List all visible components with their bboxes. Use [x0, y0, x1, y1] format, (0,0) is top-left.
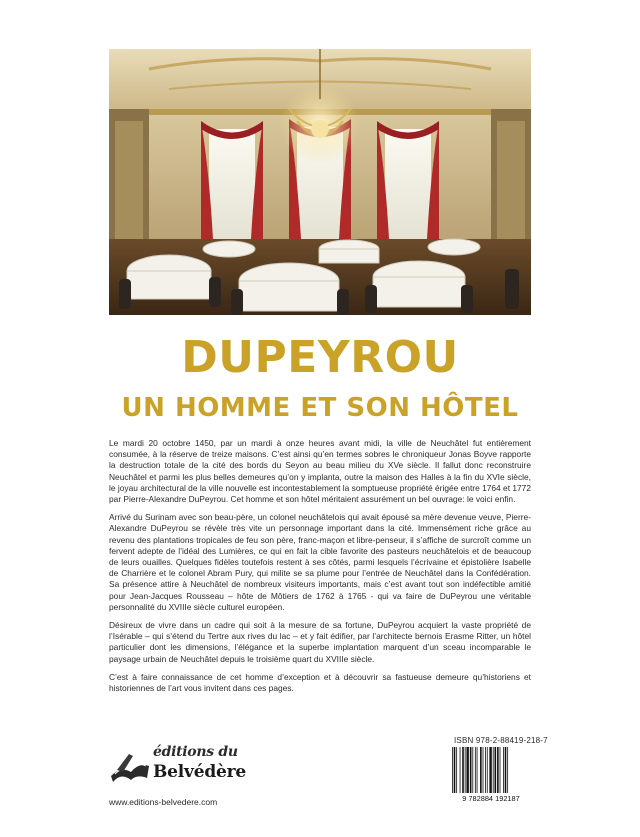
isbn-label: ISBN 978-2-88419-218-7: [454, 736, 548, 745]
publisher-logo: [109, 742, 247, 788]
barcode-bar: [470, 747, 472, 793]
barcode-digits: 9 782884 192187: [462, 794, 520, 803]
barcode-bar: [466, 747, 468, 793]
barcode-bar: [489, 747, 491, 793]
barcode-bar: [493, 747, 494, 793]
paragraph: Le mardi 20 octobre 1450, par un mardi à onze heures avant midi, la ville de Neuchâtel fut entièrement consumée, à la réserve de treize maisons. C’est ainsi qu’en termes sobres le chroniqueur Jonas Boyve rapporte la destruction totale de la cité des bords du Seyon au beau milieu du XVe siècle. Il fallut donc reconstruire Neuchâtel et parmi les plus belles demeures qu’on y implanta, outre la maison des Halles à la fin du XVIe siècle, le joyau architectural de la ville nouvelle est incontestablement la somptueuse propriété érigée entre 1764 et 1772 par Pierre-Alexandre DuPeyrou. Cet homme et son hôtel méritaient assurément un bel ouvrage: le voici enfin.: [109, 438, 531, 505]
back-cover-text: [109, 438, 531, 701]
barcode-bar: [495, 747, 497, 793]
barcode-bar: [503, 747, 504, 793]
paragraph: Arrivé du Surinam avec son beau-père, un colonel neuchâtelois qui avait épousé sa mère devenue veuve, Pierre-Alexandre DuPeyrou se révèle très vite un personnage important dans la cité. Immensément riche grâce au revenu des plantations tropicales de feu son père, franc-maçon et libre-penseur, il s’affiche de surcroît comme un fervent adepte de l’idéal des Lumières, ce qui en fait la cible favorite des pasteurs neuchâtelois et de beaucoup de leurs ouailles. Quelques fidèles toutefois restent à ses côtés, parmi lesquels l’écrivaine et épistolière Isabelle de Charrière et le colonel Abram Pury, qui milite se sa plume pour l’entrée de Neuchâtel dans la Confédération. Sa présence attire à Neuchâtel de nombreux visiteurs importants, mais c’est avant tout son indéfectible amitié pour Jean-Jacques Rousseau – hôte de Môtiers de 1762 à 1765 - qui va faire de DuPeyrou une véritable personnalité du XVIIIe siècle culturel européen.: [109, 512, 531, 612]
barcode-bar: [454, 747, 456, 793]
barcode-bar: [507, 747, 508, 793]
barcode-bar: [483, 747, 484, 793]
dining-hall-illustration: [109, 49, 531, 315]
book-subtitle: UN HOMME ET SON HÔTEL: [121, 393, 519, 423]
book-title: DUPEYROU: [181, 332, 459, 383]
barcode-bar: [465, 747, 466, 793]
open-book-icon: [109, 746, 151, 784]
barcode-bar: [500, 747, 501, 793]
publisher-website[interactable]: www.editions-belvedere.com: [109, 797, 218, 807]
barcode-bar: [460, 747, 461, 793]
barcode-bar: [472, 747, 473, 793]
cover-photo: [109, 49, 531, 315]
barcode-bar: [480, 747, 482, 793]
publisher-logo-name: Belvédère: [153, 762, 247, 782]
barcode-bar: [452, 747, 453, 793]
barcode-bar: [456, 747, 457, 793]
barcode-bar: [487, 747, 488, 793]
paragraph: Désireux de vivre dans un cadre qui soit à la mesure de sa fortune, DuPeyrou acquiert la vaste propriété de l’Isérable – qui s’étend du Tertre aux rives du lac – et y fait édifier, par l’architecte bernois Erasme Ritter, un hôtel particulier dont les dimensions, l’élégance et la superbe implantation marquent d’un sceau incomparable le paysage urbain de Neuchâtel depuis le troisième quart du XVIIIe siècle.: [109, 620, 531, 664]
barcode-bar: [497, 747, 499, 793]
barcode-bar: [462, 747, 464, 793]
barcode-bar: [475, 747, 476, 793]
barcode-bar: [485, 747, 486, 793]
barcode-bar: [505, 747, 507, 793]
publisher-logo-top: éditions du: [153, 744, 238, 760]
barcode: [450, 747, 532, 803]
paragraph: C’est à faire connaissance de cet homme d’exception et à découvrir sa fastueuse demeure qu’historiens et historiennes de l’art vous invitent dans ces pages.: [109, 671, 531, 694]
barcode-bar: [477, 747, 478, 793]
